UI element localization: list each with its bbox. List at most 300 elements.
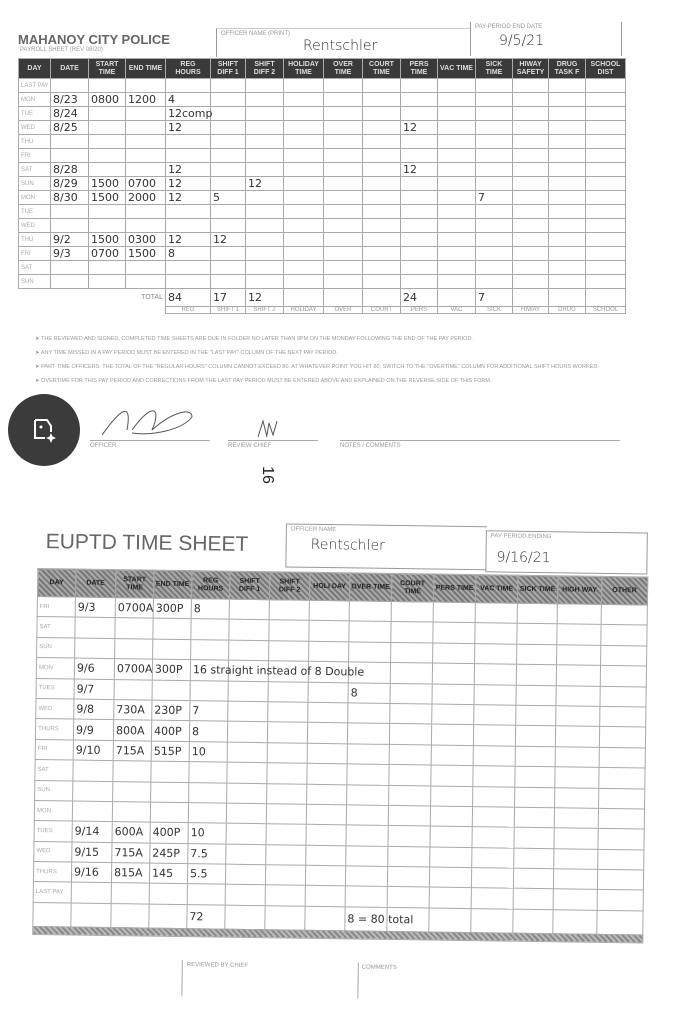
cell: 7.5 [188,843,226,864]
cell [227,722,267,743]
cell [89,79,126,93]
column-header: COURT TIME [363,59,401,79]
cell [438,93,476,107]
cell: 8 [191,599,229,620]
column-header: DRUG TASK F [549,59,586,79]
column-header: END TIME [126,59,166,79]
total-value [549,289,586,307]
cell [401,93,438,107]
cell [268,702,308,723]
cell [284,135,324,149]
chief-initials [255,417,280,439]
day-label: LAST PAY [33,882,71,903]
table-row [19,79,626,93]
column-header: HOLI DAY [309,572,349,601]
cell [114,679,152,700]
cell: 9/6 [74,658,114,679]
form-subtitle: PAYROLL SHEET (REV 08/20) [20,47,103,53]
cell [246,93,284,107]
column-header: REG HOURS [166,59,211,79]
cell [324,93,363,107]
cell: 8/29 [51,177,89,191]
total-value [225,905,265,930]
cell [549,93,586,107]
cell [75,617,115,638]
cell [431,786,473,807]
cell [476,177,513,191]
day-label: MON [34,800,72,821]
cell [346,805,388,826]
cell [363,79,401,93]
cell [113,761,151,782]
cell [166,219,211,233]
cell: 300P [152,659,190,680]
cell [472,827,514,848]
cell [586,247,626,261]
cell [438,205,476,219]
cell [476,233,513,247]
cell [307,743,347,764]
cell [324,135,363,149]
cell [307,723,347,744]
cell: 800A [113,720,151,741]
day-label: TUES [34,821,72,842]
officer-name-label: OFFICER NAME [290,526,337,534]
cell: 400P [150,822,188,843]
cell [388,846,430,867]
cell [246,149,284,163]
cell [473,745,515,766]
review-chief-line: REVIEW CHIEF [228,440,318,449]
cell: 12comp [166,107,211,121]
cell [246,261,284,275]
cell: 12 [246,177,284,191]
cell [166,149,211,163]
cell [265,885,305,906]
euptd-time-sheet [35,520,648,972]
cell: 12 [166,177,211,191]
form-title: EUPTD TIME SHEET [45,530,249,556]
cell [89,163,126,177]
cell [126,107,166,121]
officer-name-box [216,28,471,57]
cell [598,849,644,870]
cell [363,275,401,289]
cell [347,723,389,744]
total-column-label: OVER [324,307,363,314]
cell [269,600,309,621]
total-column-label: HOLIDAY [284,307,324,314]
day-label: MON [19,93,51,107]
total-value [586,289,626,307]
column-header: END TIME [153,570,191,599]
cell [228,681,268,702]
day-label: MON [36,658,74,679]
total-value [513,909,553,934]
cell [112,801,150,822]
cell [309,600,349,621]
cell [438,121,476,135]
cell [308,682,348,703]
cell [514,827,554,848]
cell [516,705,556,726]
notes-comments-line: NOTES / COMMENTS [340,440,620,449]
cell [549,121,586,135]
cell [166,205,211,219]
cell [246,219,284,233]
cell [438,275,476,289]
cell [553,869,597,890]
cell [513,135,549,149]
cell [549,205,586,219]
cell: 0700 [89,247,126,261]
cell [476,219,513,233]
cell [557,604,601,625]
cell [438,261,476,275]
cell [284,247,324,261]
cell: 12 [166,191,211,205]
cell [401,219,438,233]
cell [225,864,265,885]
cell: 7 [190,701,228,722]
form-title: MAHANOY CITY POLICE [18,32,170,47]
cell [586,261,626,275]
cell [549,275,586,289]
cell [307,763,347,784]
time-sheet-table [32,568,648,943]
cell [549,163,586,177]
total-value: 8 = 80 total [345,907,387,932]
cell [269,620,309,641]
cell [516,664,556,685]
cell [515,746,555,767]
cell [476,275,513,289]
cell [307,784,347,805]
cell: 1500 [89,177,126,191]
cell [284,107,324,121]
cell [556,685,600,706]
cell [513,205,549,219]
cell [51,261,89,275]
total-value [553,910,597,935]
cell [476,149,513,163]
cell [557,624,601,645]
cell: 1500 [89,233,126,247]
cell: 0700 [126,177,166,191]
officer-signature-line: OFFICER [90,440,210,449]
cell [346,846,388,867]
cell: 230P [152,700,190,721]
cell: 9/3 [75,597,115,618]
column-header: REG HOURS [191,571,229,600]
cell [51,135,89,149]
cell [211,163,246,177]
cell [347,764,389,785]
cell [246,233,284,247]
cell: 8 [189,721,227,742]
cell [363,233,401,247]
total-value [363,289,401,307]
cell: 7 [476,191,513,205]
table-row [19,121,626,135]
cell: 300P [153,598,191,619]
cell: 9/15 [72,842,112,863]
cell [473,786,515,807]
cell [601,625,647,646]
cell: 515P [151,741,189,762]
cell: 0700A [115,598,153,619]
cell [246,205,284,219]
cell [324,149,363,163]
day-label: SUN [35,780,73,801]
cell [265,865,305,886]
cell [513,219,549,233]
cell [266,844,306,865]
cell [347,784,389,805]
cell [474,705,516,726]
cell [284,121,324,135]
cell: 12 [401,121,438,135]
cell [191,639,229,660]
total-column-label: HIWAY [513,307,549,314]
cell [89,149,126,163]
cell [75,638,115,659]
cell [347,744,389,765]
cell [549,261,586,275]
cell [438,135,476,149]
cell [166,275,211,289]
cell [390,703,432,724]
instruction-note: ➤ PART-TIME OFFICERS: THE TOTAL OF THE "REGULAR HOURS" COLUMN CANNOT EXCEED 80. AT WHATEVER POINT YOU HIT 80, SWITCH TO THE "OVERTIME" COLUMN FOR ADDITIONAL SHIFT HOURS WORKED. [35,364,599,370]
total-value [33,902,71,927]
officer-name-label: OFFICER NAME (PRINT) [221,31,290,37]
cell [115,618,153,639]
cell: 5.5 [187,864,225,885]
total-value [429,908,471,933]
cell: 9/9 [73,719,113,740]
cell [475,643,517,664]
column-header: DATE [51,59,89,79]
column-header: START TIME [89,59,126,79]
cell [166,261,211,275]
cell [126,79,166,93]
cell [549,79,586,93]
cell [113,781,151,802]
cell [89,205,126,219]
day-label: FRI [19,247,51,261]
cell [246,107,284,121]
table-row [19,93,626,107]
cell [476,247,513,261]
cell [471,868,513,889]
cell [476,163,513,177]
cell [517,603,557,624]
column-header: PERS TIME [401,59,438,79]
table-row [19,135,626,149]
cell: 9/8 [74,699,114,720]
cell [401,79,438,93]
cell: 8/30 [51,191,89,205]
cell [73,760,113,781]
total-column-label: VAC [438,307,476,314]
cell [401,275,438,289]
cell [401,205,438,219]
officer-signature [92,402,202,438]
column-header: OVER TIME [349,573,391,602]
cell [391,642,433,663]
cell [284,205,324,219]
day-label: THU [19,135,51,149]
cell [51,205,89,219]
reviewed-by-chief-label: REVIEWED BY CHIEF [186,962,249,969]
total-value: 84 [166,289,211,307]
column-header: SICK TIME [517,575,557,604]
cell [556,665,600,686]
cell [555,726,599,747]
total-value [305,906,345,931]
cell [475,603,517,624]
cell [554,828,598,849]
cell [227,742,267,763]
cell [513,261,549,275]
cell [513,149,549,163]
cell [305,865,345,886]
cell [284,93,324,107]
cell: 12 [166,121,211,135]
column-header: DATE [75,569,115,598]
table-row [19,219,626,233]
cell [513,889,553,910]
cell: 730A [114,700,152,721]
cell [600,666,646,687]
cell [191,619,229,640]
cell [433,643,475,664]
column-header: PERS TIME [433,574,475,603]
header-row [19,59,626,79]
table-row [19,247,626,261]
total-column-label: COURT [363,307,401,314]
day-label: SUN [37,637,75,658]
cell [89,107,126,121]
cell [211,177,246,191]
cell [431,745,473,766]
officer-name: Rentschler [303,38,378,54]
cell [556,706,600,727]
cell [389,744,431,765]
cell [549,135,586,149]
cell: 9/2 [51,233,89,247]
cell [586,93,626,107]
day-label: TUE [19,107,51,121]
instruction-note: ➤ ANY TIME MISSED IN A PAY PERIOD MUST BE ENTERED IN THE "LAST PAY" COLUMN OF THE NEXT PAY PERIOD. [35,350,338,356]
cell: 2000 [126,191,166,205]
pay-period-end: 9/5/21 [499,33,545,49]
cell [601,645,647,666]
day-label: MON [19,191,51,205]
total-column-label: REG [166,307,211,314]
cell [284,219,324,233]
cell [149,884,187,905]
cell: 600A [112,822,150,843]
cell [324,233,363,247]
cell [211,219,246,233]
cell: 715A [113,740,151,761]
cell [363,247,401,261]
cell [586,79,626,93]
cell [126,149,166,163]
cell: 715A [112,842,150,863]
cell [349,621,391,642]
column-header: SHIFT DIFF 1 [211,59,246,79]
cell [51,79,89,93]
cell [513,275,549,289]
cell [51,219,89,233]
cell [586,107,626,121]
cell [388,826,430,847]
cell: 9/16 [71,862,111,883]
cell [269,641,309,662]
column-header: OTHER [601,576,647,605]
cell [401,191,438,205]
column-header: HIWAY SAFETY [513,59,549,79]
cell [599,747,645,768]
cell [226,823,266,844]
total-value [513,289,549,307]
day-label: WED [19,121,51,135]
cell [305,886,345,907]
cell [549,149,586,163]
cell: 145 [149,863,187,884]
cell [432,663,474,684]
total-value [597,910,643,935]
cell [476,135,513,149]
cell [513,93,549,107]
cell [73,781,113,802]
cell [472,807,514,828]
cell [555,767,599,788]
day-label: SAT [35,760,73,781]
cell [586,191,626,205]
total-column-label: SCHOOL [586,307,626,314]
cell [586,163,626,177]
officer-name-box [285,523,487,570]
cell [586,205,626,219]
total-column-label: SHIFT 2 [246,307,284,314]
image-sparkle-icon[interactable] [8,394,80,466]
cell [153,619,191,640]
cell [516,685,556,706]
cell [472,847,514,868]
cell [389,785,431,806]
cell [476,107,513,121]
cell [598,808,644,829]
cell [51,275,89,289]
cell [229,640,269,661]
cell [476,93,513,107]
cell [211,135,246,149]
cell: 0300 [126,233,166,247]
day-label: SAT [37,617,75,638]
cell [513,233,549,247]
cell [246,275,284,289]
cell [72,801,112,822]
cell [189,782,227,803]
cell [431,724,473,745]
cell [266,804,306,825]
cell: 8/28 [51,163,89,177]
cell [211,121,246,135]
total-column-label: DRUG [549,307,586,314]
